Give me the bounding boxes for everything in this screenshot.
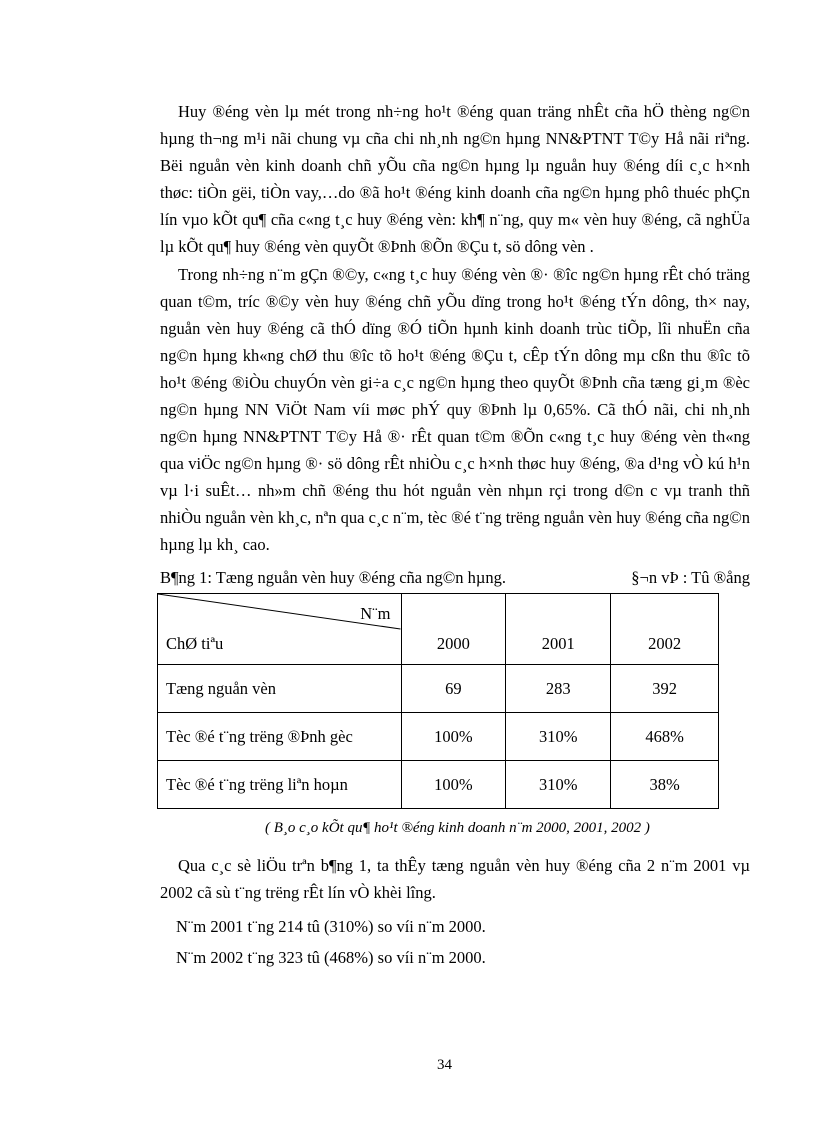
data-table xyxy=(157,593,719,809)
table-cell: 283 xyxy=(506,665,611,713)
table-cell: 310% xyxy=(506,713,611,761)
table-cell: 100% xyxy=(401,713,506,761)
paragraph-3: Qua c¸c sè liÖu trªn b¶ng 1, ta thÊy tæng nguån vèn huy ®éng cña 2 n¨m 2001 vµ 2002 cã sù t¨ng trëng rÊt lín vÒ khèi lîng. xyxy=(160,856,750,902)
table-unit: §¬n vÞ : Tû ®ång xyxy=(631,568,750,587)
row-label: Tèc ®é t¨ng trëng liªn hoµn xyxy=(158,761,402,809)
table-cell: 392 xyxy=(611,665,719,713)
table-caption: B¶ng 1: Tæng nguån vèn huy ®éng cña ng©n hµng. xyxy=(160,568,507,587)
text-line: N¨m 2001 t¨ng 214 tû (310%) so víi n¨m 2000. xyxy=(176,917,486,936)
header-indicator-label: ChØ tiªu xyxy=(166,634,224,653)
table-row xyxy=(158,713,719,761)
table-row xyxy=(158,761,719,809)
year-header: 2001 xyxy=(506,594,611,665)
table-cell: 38% xyxy=(611,761,719,809)
year-header: 2000 xyxy=(401,594,506,665)
header-year-label: N¨m xyxy=(360,604,391,623)
table-cell: 69 xyxy=(401,665,506,713)
paragraph-2: Trong nh÷ng n¨m gÇn ®©y, c«ng t¸c huy ®éng vèn ®· ®îc ng©n hµng rÊt chó träng quan t©m, tríc ®©y vèn huy ®éng chñ yÕu dïng trong ho¹t ®éng tÝn dông, th× nay, nguån vèn huy ®éng cã thÓ dïng ®Ó tiÕn hµnh kinh doanh trùc tiÕp, lîi nhuËn cña ng©n hµng kh«ng chØ thu ®îc tõ ho¹t ®éng ®Çu t, cÊp tÝn dông mµ cßn thu ®îc tõ ho¹t ®éng ®iÒu chuyÓn vèn gi÷a c¸c ng©n hµng theo quyÕt ®Þnh cña tæng gi¸m ®èc ng©n hµng NN ViÖt Nam víi møc phÝ quy ®Þnh lµ 0,65%. Cã thÓ nãi, chi nh¸nh ng©n hµng NN&PTNT T©y Hå ®· rÊt quan t©m ®Õn c«ng t¸c huy ®éng vèn th«ng qua viÖc ng©n hµng ®· sö dông rÊt nhiÒu c¸c h×nh thøc huy ®éng, ®a d¹ng vÒ kú h¹n vµ l·i suÊt… nh»m chñ ®éng thu hót nguån vèn nhµn rçi trong d©n c vµ tranh thñ nhiÒu nguån vèn kh¸c, nªn qua c¸c n¨m, tèc ®é t¨ng trëng nguån vèn huy ®éng cña ng©n hµng lµ kh¸ cao. xyxy=(160,265,750,554)
table-corner-cell xyxy=(158,594,402,665)
paragraph-1: Huy ®éng vèn lµ mét trong nh÷ng ho¹t ®éng quan träng nhÊt cña hÖ thèng ng©n hµng th¬ng m¹i nãi chung vµ cña chi nh¸nh ng©n hµng NN&PTNT T©y Hå nãi riªng. Bëi nguån vèn kinh doanh chñ yÕu cña ng©n hµng lµ nguån huy ®éng díi c¸c h×nh thøc: tiÒn gëi, tiÒn vay,…do ®ã ho¹t ®éng kinh doanh cña ng©n hµng phô thuéc phÇn lín vµo kÕt qu¶ cña c«ng t¸c huy ®éng vèn: kh¶ n¨ng, quy m« vèn huy ®éng, cã nghÜa lµ kÕt qu¶ huy ®éng vèn quyÕt ®Þnh ®Õn ®Çu t, sö dông vèn . xyxy=(160,102,750,256)
year-header: 2002 xyxy=(611,594,719,665)
text-line: N¨m 2002 t¨ng 323 tû (468%) so víi n¨m 2000. xyxy=(176,948,486,967)
table-header-row xyxy=(158,594,719,665)
table-row xyxy=(158,665,719,713)
table-cell: 310% xyxy=(506,761,611,809)
table-cell: 100% xyxy=(401,761,506,809)
row-label: Tæng nguån vèn xyxy=(158,665,402,713)
table-caption-row xyxy=(160,568,750,592)
page-number: 34 xyxy=(437,1057,452,1073)
table-source: ( B¸o c¸o kÕt qu¶ ho¹t ®éng kinh doanh n¨m 2000, 2001, 2002 ) xyxy=(265,820,650,836)
table-cell: 468% xyxy=(611,713,719,761)
row-label: Tèc ®é t¨ng trëng ®Þnh gèc xyxy=(158,713,402,761)
